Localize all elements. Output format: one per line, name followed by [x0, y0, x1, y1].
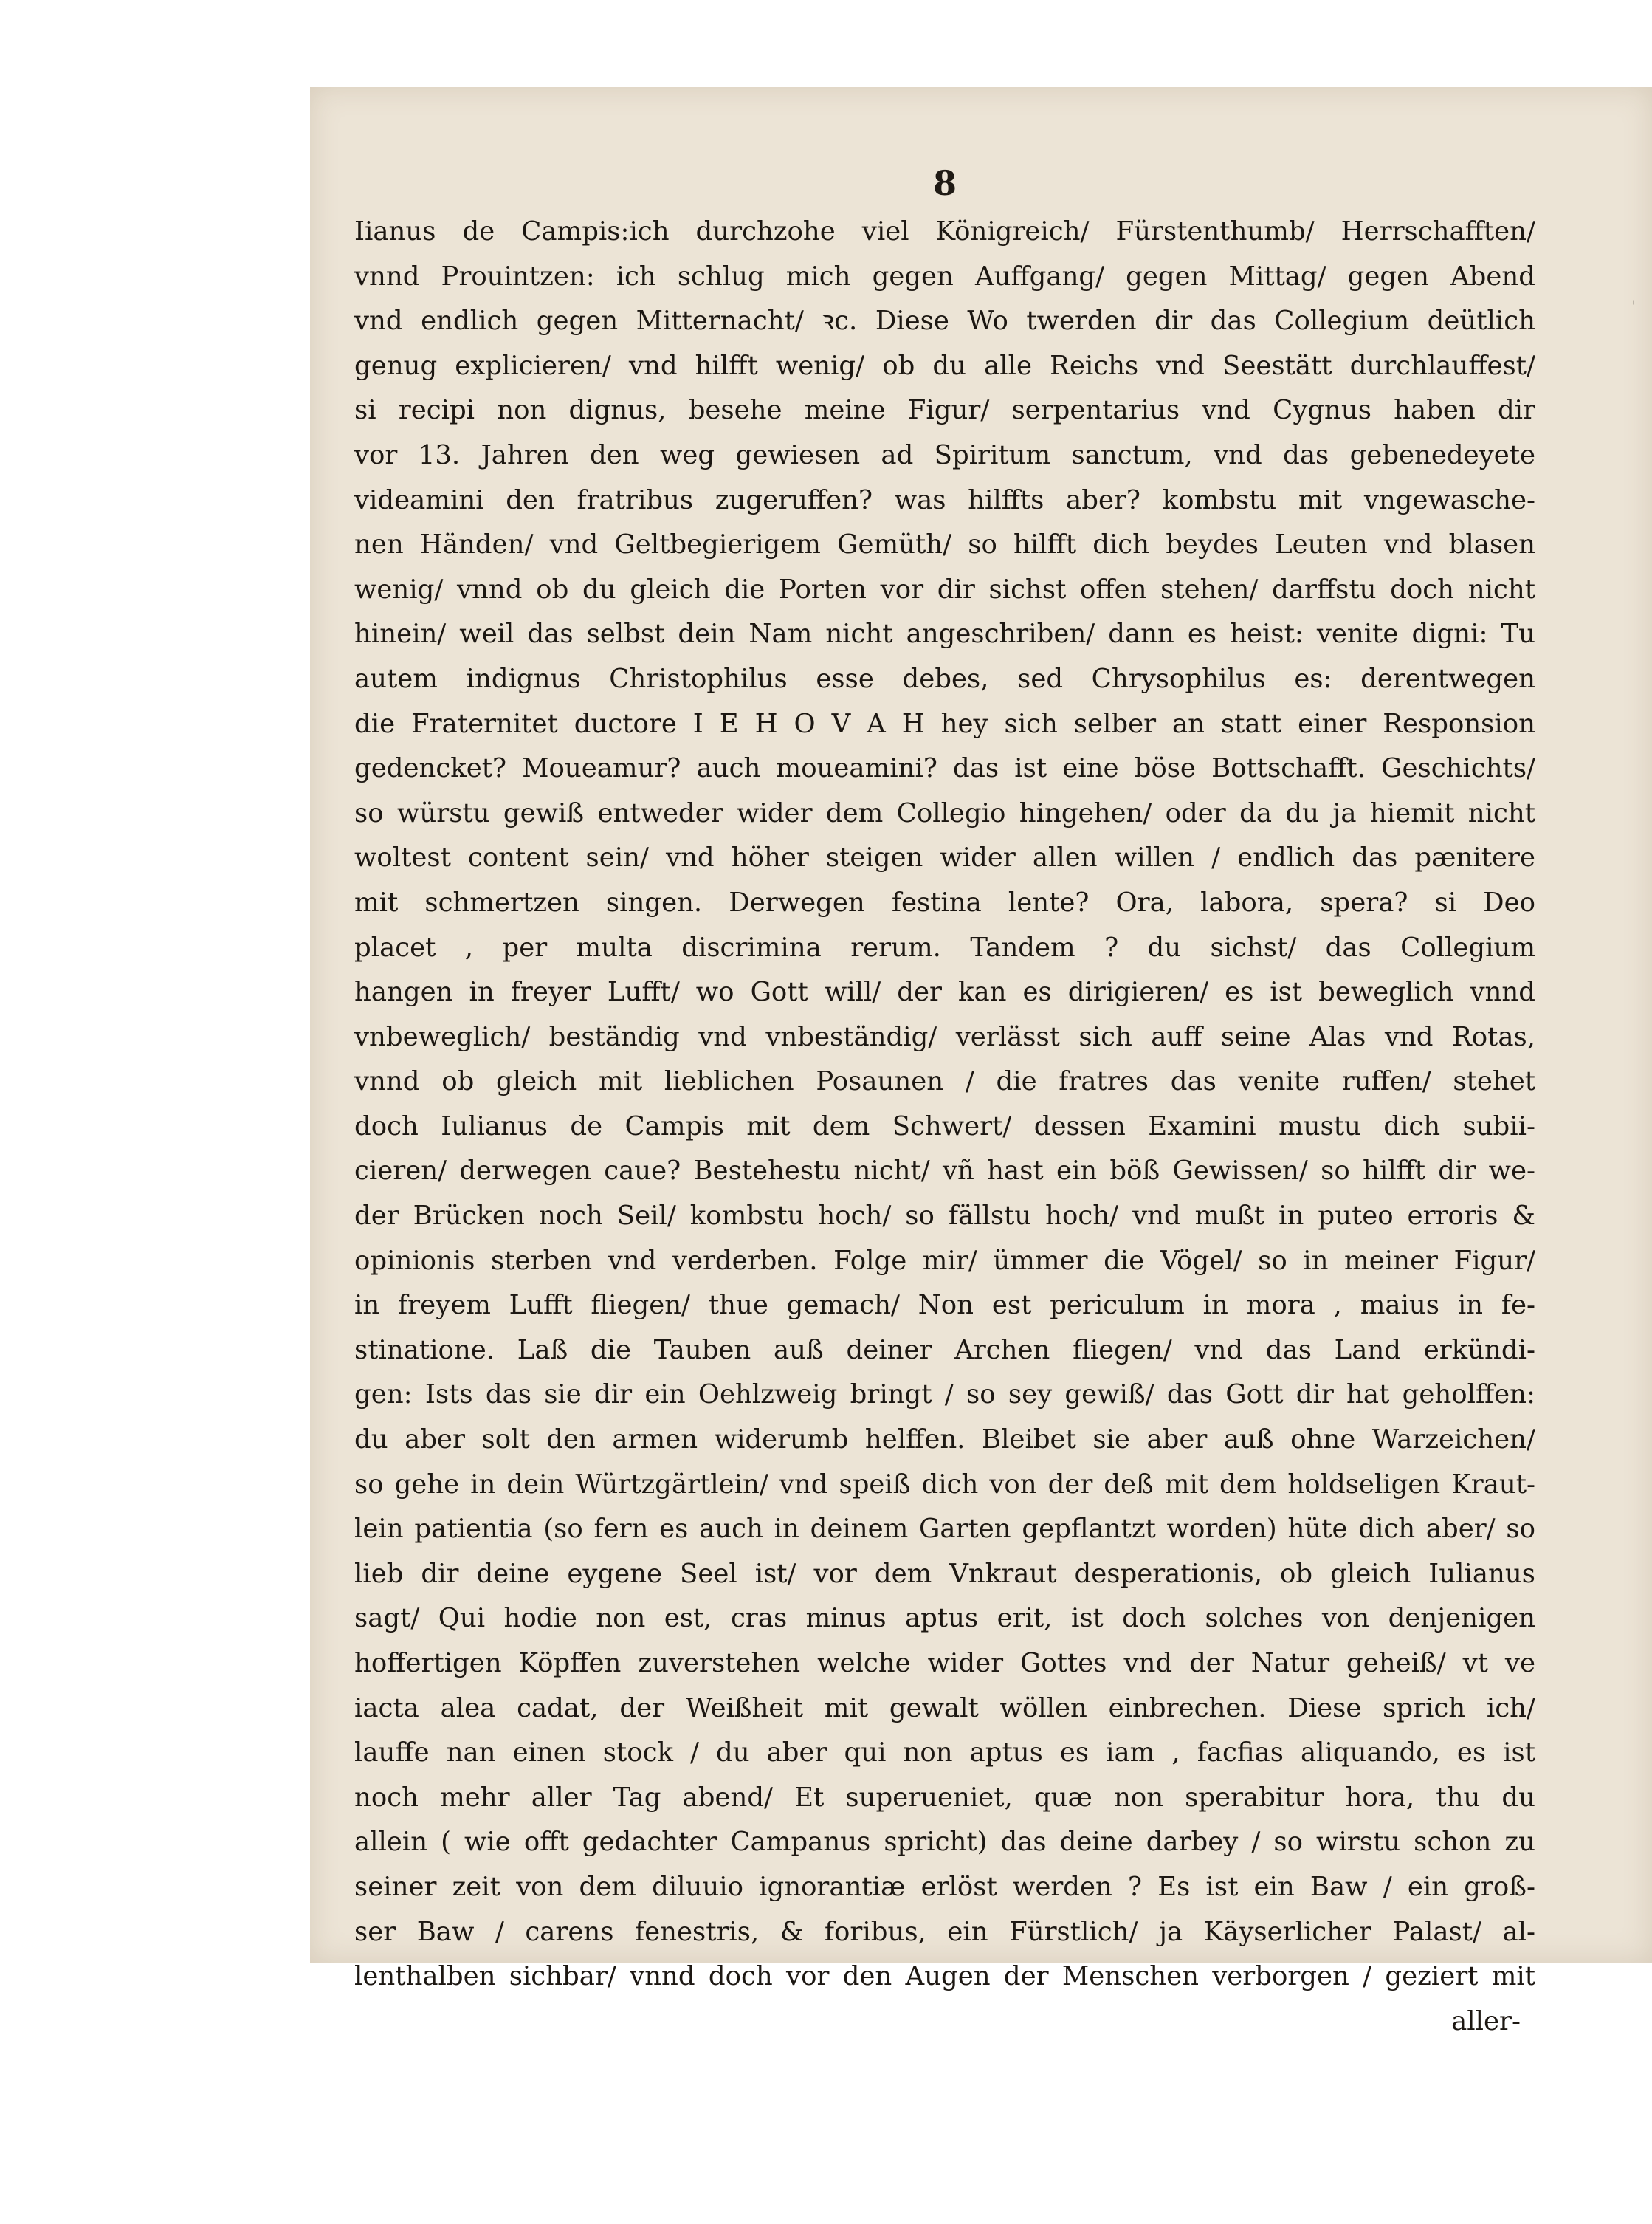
- text-line: lein patientia (so fern es auch in deinem Garten gepflantzt worden) hüte dich aber/ so: [354, 1514, 1535, 1545]
- page-content: [354, 161, 1535, 2044]
- text-line: autem indignus Christophilus esse debes, sed Chrysophilus es: derentwegen: [354, 663, 1535, 694]
- text-line: woltest content sein/ vnd höher steigen wider allen willen / endlich das pænitere: [354, 842, 1535, 874]
- text-line: lauffe nan einen stock / du aber qui non aptus es iam , facfias aliquando, es ist: [354, 1737, 1535, 1768]
- text-line: wenig/ vnnd ob du gleich die Porten vor dir sichst offen stehen/ darffstu doch nicht: [354, 574, 1535, 605]
- text-line: hoffertigen Köpffen zuverstehen welche wider Gottes vnd der Natur geheiß/ vt ve: [354, 1648, 1535, 1678]
- text-line: seiner zeit von dem diluuio ignorantiæ erlöst werden ? Es ist ein Baw / ein groß-: [354, 1871, 1535, 1902]
- text-line: iacta alea cadat, der Weißheit mit gewalt wöllen einbrechen. Diese sprich ich/: [354, 1692, 1535, 1723]
- text-line: du aber solt den armen widerumb helffen. Bleibet sie aber auß ohne Warzeichen/: [354, 1424, 1535, 1455]
- text-line: doch Iulianus de Campis mit dem Schwert/ dessen Examini mustu dich subii-: [354, 1111, 1535, 1142]
- text-line: hinein/ weil das selbst dein Nam nicht angeschriben/ dann es heist: venite digni: Tu: [354, 619, 1535, 650]
- text-line: gedencket? Moueamur? auch moueamini? das ist eine böse Bottschafft. Geschichts/: [354, 753, 1535, 784]
- text-line: so gehe in dein Würtzgärtlein/ vnd speiß dich von der deß mit dem holdseligen Kraut-: [354, 1469, 1535, 1500]
- text-line: lenthalben sichbar/ vnnd doch vor den Augen der Menschen verborgen / geziert mit: [354, 1961, 1535, 1992]
- text-line: opinionis sterben vnd verderben. Folge mir/ ümmer die Vögel/ so in meiner Figur/: [354, 1245, 1535, 1276]
- text-line: vnnd Prouintzen: ich schlug mich gegen Auffgang/ gegen Mittag/ gegen Abend: [354, 261, 1535, 292]
- text-line: videamini den fratribus zugeruffen? was hilffts aber? kombstu mit vngewasche-: [354, 484, 1535, 515]
- catchword: aller-: [1451, 2005, 1521, 2036]
- text-line: hangen in freyer Lufft/ wo Gott will/ der kan es dirigieren/ es ist beweglich vnnd: [354, 977, 1535, 1008]
- text-line: Iianus de Campis:ich durchzohe viel Königreich/ Fürstenthumb/ Herrschafften/: [354, 216, 1535, 247]
- text-line: mit schmertzen singen. Derwegen festina lente? Ora, labora, spera? si Deo: [354, 887, 1535, 918]
- text-line: cieren/ derwegen caue? Bestehestu nicht/ vñ hast ein böß Gewissen/ so hilfft dir we-: [354, 1156, 1535, 1187]
- text-line: gen: Ists das sie dir ein Oehlzweig bringt / so sey gewiß/ das Gott dir hat geholffen:: [354, 1379, 1535, 1410]
- text-line: placet , per multa discrimina rerum. Tandem ? du sichst/ das Collegium: [354, 932, 1535, 963]
- text-line: der Brücken noch Seil/ kombstu hoch/ so fällstu hoch/ vnd mußt in puteo erroris &: [354, 1201, 1535, 1232]
- text-line: in freyem Lufft fliegen/ thue gemach/ Non est periculum in mora , maius in fe-: [354, 1290, 1535, 1321]
- text-line: die Fraternitet ductore I E H O V A H hey sich selber an statt einer Responsion: [354, 708, 1535, 739]
- text-line: lieb dir deine eygene Seel ist/ vor dem Vnkraut desperationis, ob gleich Iulianus: [354, 1558, 1535, 1589]
- text-line: si recipi non dignus, besehe meine Figur/ serpentarius vnd Cygnus haben dir: [354, 395, 1535, 426]
- text-line: ser Baw / carens fenestris, & foribus, ein Fürstlich/ ja Käyserlicher Palast/ al-: [354, 1916, 1535, 1947]
- text-line: so würstu gewiß entweder wider dem Collegio hingehen/ oder da du ja hiemit nicht: [354, 797, 1535, 828]
- text-line: allein ( wie offt gedachter Campanus spricht) das deine darbey / so wirstu schon zu: [354, 1827, 1535, 1858]
- text-line: stinatione. Laß die Tauben auß deiner Archen fliegen/ vnd das Land erkündi-: [354, 1334, 1535, 1365]
- body-text: [354, 210, 1535, 2000]
- margin-mark: ': [1631, 298, 1636, 317]
- book-page: [310, 87, 1652, 2036]
- text-line: sagt/ Qui hodie non est, cras minus aptus erit, ist doch solches von denjenigen: [354, 1603, 1535, 1634]
- page-number: 8: [932, 163, 957, 203]
- text-line: nen Händen/ vnd Geltbegierigem Gemüth/ so hilfft dich beydes Leuten vnd blasen: [354, 529, 1535, 560]
- text-line: vor 13. Jahren den weg gewiesen ad Spiritum sanctum, vnd das gebenedeyete: [354, 439, 1535, 470]
- text-line: genug explicieren/ vnd hilfft wenig/ ob du alle Reichs vnd Seestätt durchlauffest/: [354, 350, 1535, 381]
- text-line: vnd endlich gegen Mitternacht/ ꝛc. Diese Wo twerden dir das Collegium deütlich: [354, 306, 1535, 337]
- text-line: vnnd ob gleich mit lieblichen Posaunen / die fratres das venite ruffen/ stehet: [354, 1066, 1535, 1097]
- text-line: vnbeweglich/ beständig vnd vnbeständig/ verlässt sich auff seine Alas vnd Rotas,: [354, 1021, 1535, 1052]
- text-line: noch mehr aller Tag abend/ Et superueniet, quæ non sperabitur hora, thu du: [354, 1782, 1535, 1813]
